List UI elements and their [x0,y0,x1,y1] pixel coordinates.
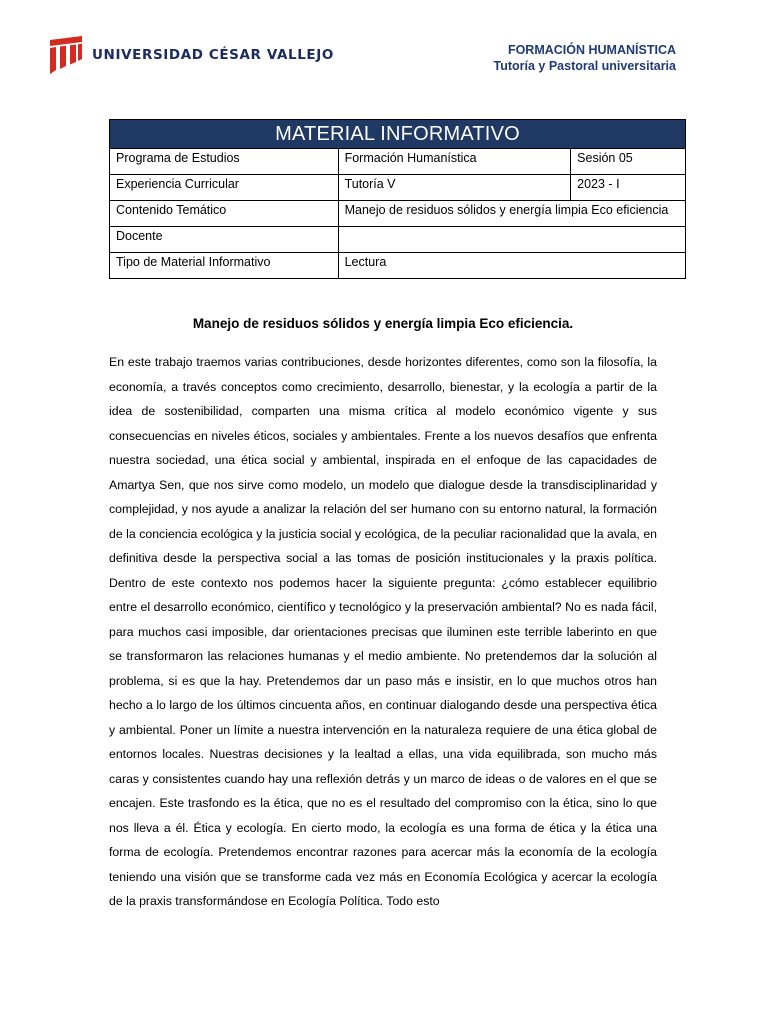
row-extra: 2023 - I [571,175,686,201]
row-label: Experiencia Curricular [110,175,339,201]
table-row [110,149,686,175]
row-value: Formación Humanística [338,149,571,175]
row-label: Tipo de Material Informativo [110,253,339,279]
row-value: Manejo de residuos sólidos y energía limpia Eco eficiencia [338,201,685,227]
table-row [110,175,686,201]
row-value: Tutoría V [338,175,571,201]
info-table-header-row [110,120,686,149]
document-body: En este trabajo traemos varias contribuciones, desde horizontes diferentes, como son la filosofía, la economía, a través conceptos como crecimiento, desarrollo, bienestar, y la ecología a partir de la idea de sostenibilidad, comparten una misma crítica al modelo económico vigente y sus consecuencias en niveles éticos, sociales y ambientales. Frente a los nuevos desafíos que enfrenta nuestra sociedad, una ética social y ambiental, inspirada en el enfoque de las capacidades de Amartya Sen, que nos sirve como modelo, un modelo que dialogue desde la transdisciplinaridad y complejidad, y nos ayude a analizar la relación del ser humano con su entorno natural, la formación de la conciencia ecológica y la justicia social y ecológica, de la peculiar racionalidad que la avala, en definitiva desde la perspectiva social a las tomas de posición institucionales y la praxis política. Dentro de este contexto nos podemos hacer la siguiente pregunta: ¿cómo establecer equilibrio entre el desarrollo económico, científico y tecnológico y la preservación ambiental? No es nada fácil, para muchos casi imposible, dar orientaciones precisas que iluminen este terrible laberinto en que se transformaron las relaciones humanas y el medio ambiente. No pretendemos dar la solución al problema, si es que la hay. Pretendemos dar un paso más e insistir, en lo que muchos otros han hecho a lo largo de los últimos cincuenta años, en continuar dialogando desde una perspectiva ética y ambiental. Poner un límite a nuestra intervención en la naturaleza requiere de una ética global de entornos locales. Nuestras decisiones y la lealtad a ellas, una vida equilibrada, son mucho más caras y consistentes cuando hay una reflexión detrás y un marco de ideas o de valores en el que se encajen. Este trasfondo es la ética, que no es el resultado del compromiso con la ética, sino lo que nos lleva a él. Ética y ecología. En cierto modo, la ecología es una forma de ética y la ética una forma de ecología. Pretendemos encontrar razones para acercar más la economía de la ecología teniendo una visión que se transforme cada vez más en Economía Ecológica y acercar la ecología de la praxis transformándose en Ecología Política. Todo esto [109,355,657,908]
table-row [110,201,686,227]
row-extra: Sesión 05 [571,149,686,175]
row-label: Contenido Temático [110,201,339,227]
department-subtitle: Tutoría y Pastoral universitaria [493,59,676,73]
info-table-title: MATERIAL INFORMATIVO [110,120,686,149]
row-value: Lectura [338,253,685,279]
page-header [0,0,768,110]
table-row [110,253,686,279]
row-label: Docente [110,227,339,253]
row-value [338,227,685,253]
info-table [109,119,686,279]
table-row [110,227,686,253]
ucv-logo-icon [48,36,84,74]
department-title: FORMACIÓN HUMANÍSTICA [507,43,676,57]
university-logo [48,36,334,74]
university-name: UNIVERSIDAD CÉSAR VALLEJO [92,47,334,63]
document-title: Manejo de residuos sólidos y energía limpia Eco eficiencia. [192,316,574,331]
row-label: Programa de Estudios [110,149,339,175]
header-department [494,42,676,74]
